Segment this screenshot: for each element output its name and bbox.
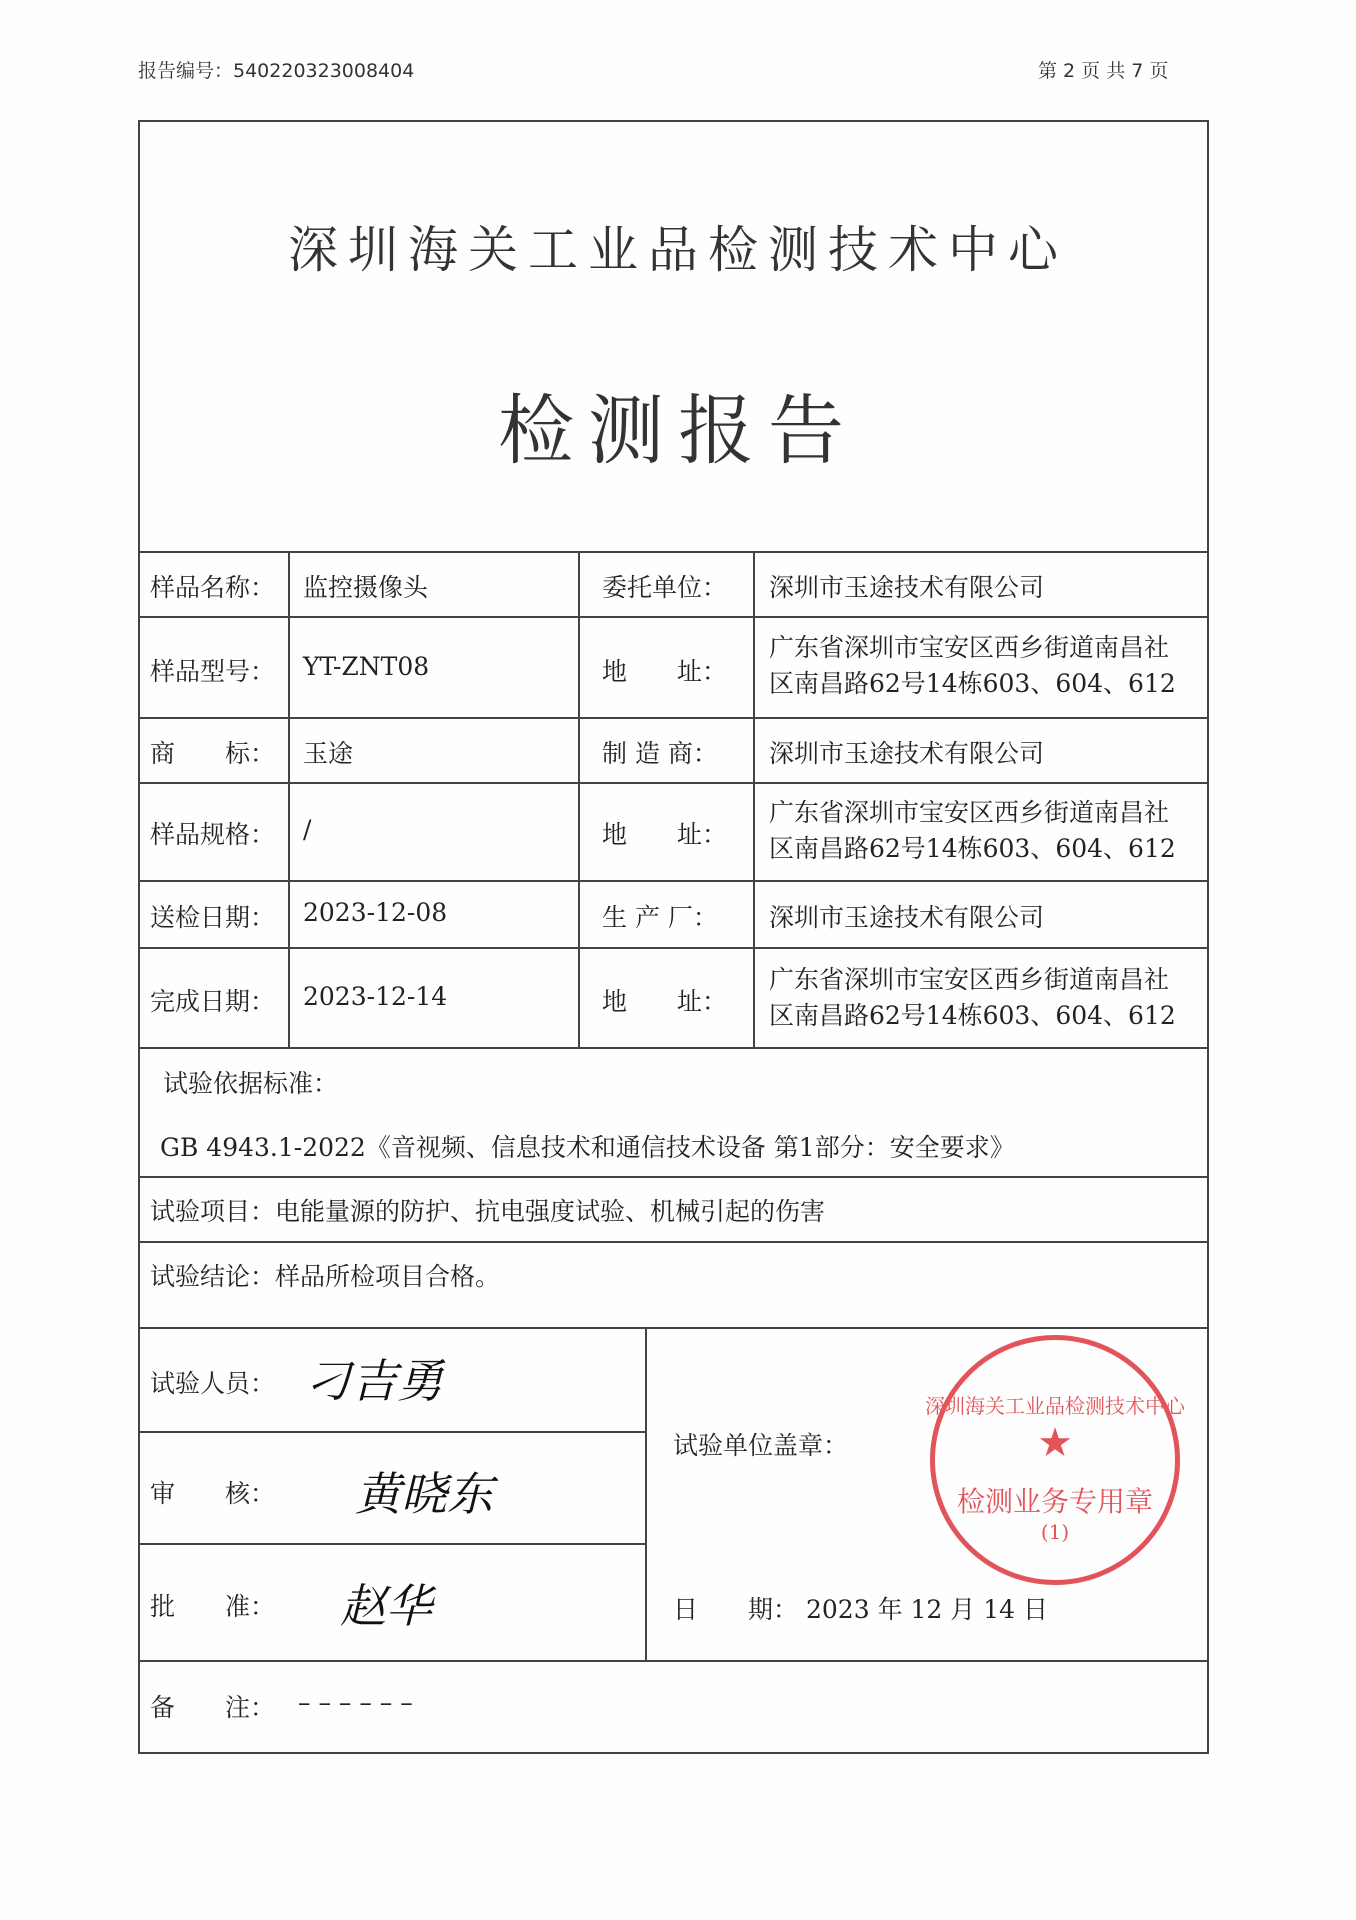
reviewer-label: 审 核： (150, 1479, 276, 1508)
divider (138, 1660, 1209, 1662)
seal-center-text: 检测业务专用章 (956, 1485, 1153, 1518)
value-trademark: 玉途 (303, 739, 354, 768)
address-line: 区南昌路62号14栋603、604、612 (769, 669, 1176, 698)
standard-label: 试验依据标准： (163, 1069, 339, 1098)
value-complete-date: 2023-12-14 (303, 982, 448, 1011)
test-items: 试验项目：电能量源的防护、抗电强度试验、机械引起的伤害 (150, 1197, 826, 1226)
value-model: YT-ZNT08 (303, 652, 430, 681)
divider (578, 551, 580, 1047)
date-value: 2023 年 12 月 14 日 (806, 1595, 1048, 1624)
divider (138, 880, 1209, 882)
divider (138, 947, 1209, 949)
label-complete-date: 完成日期： (150, 987, 276, 1016)
address-line: 区南昌路62号14栋603、604、612 (769, 1001, 1176, 1030)
label-model: 样品型号： (150, 657, 276, 686)
value-factory-address (769, 962, 1176, 1034)
label-submit-date: 送检日期： (150, 903, 276, 932)
label-factory: 生 产 厂： (602, 903, 718, 932)
label-trademark: 商 标： (150, 739, 276, 768)
approver-label: 批 准： (150, 1592, 276, 1621)
divider (288, 551, 290, 1047)
label-client-address: 地 址： (602, 657, 728, 686)
value-client-address (769, 630, 1176, 702)
value-manufacturer: 深圳市玉途技术有限公司 (769, 739, 1045, 768)
address-line: 广东省深圳市宝安区西乡街道南昌社 (769, 798, 1170, 827)
reviewer-signature: 黄晓东 (355, 1467, 493, 1521)
label-manufacturer-address: 地 址： (602, 820, 728, 849)
value-client: 深圳市玉途技术有限公司 (769, 573, 1045, 602)
report-number: 报告编号：540220323008404 (138, 60, 415, 82)
page-number: 第 2 页 共 7 页 (1038, 60, 1169, 82)
test-conclusion: 试验结论：样品所检项目合格。 (150, 1262, 501, 1291)
value-factory: 深圳市玉途技术有限公司 (769, 903, 1045, 932)
divider (138, 717, 1209, 719)
organization-title: 深圳海关工业品检测技术中心 (288, 221, 1068, 279)
official-seal (925, 1335, 1185, 1585)
star-icon: ★ (1037, 1420, 1073, 1466)
approver-signature: 赵华 (340, 1579, 432, 1633)
divider (138, 1241, 1209, 1243)
label-client: 委托单位： (602, 573, 728, 602)
value-manufacturer-address (769, 795, 1176, 867)
date-label: 日 期： (673, 1595, 799, 1624)
divider (753, 551, 755, 1047)
value-submit-date: 2023-12-08 (303, 898, 448, 927)
seal-sub-text: (1) (1040, 1520, 1070, 1544)
seal-label: 试验单位盖章： (673, 1431, 849, 1460)
address-line: 广东省深圳市宝安区西乡街道南昌社 (769, 965, 1170, 994)
divider (645, 1327, 647, 1660)
tester-signature: 刁吉勇 (305, 1354, 443, 1408)
standard-value: GB 4943.1-2022《音视频、信息技术和通信技术设备 第1部分：安全要求》 (160, 1133, 1015, 1162)
remark-label: 备 注： (150, 1693, 276, 1722)
value-sample-name: 监控摄像头 (303, 573, 429, 602)
divider (138, 616, 1209, 618)
divider (138, 1543, 646, 1545)
remark-value: – – – – – – (298, 1688, 413, 1717)
divider (138, 1047, 1209, 1049)
document-title: 检测报告 (498, 386, 858, 475)
label-sample-name: 样品名称： (150, 573, 276, 602)
seal-ring-text: 深圳海关工业品检测技术中心 (925, 1394, 1185, 1418)
divider (138, 1431, 646, 1433)
divider (138, 1176, 1209, 1178)
divider (138, 551, 1209, 553)
address-line: 区南昌路62号14栋603、604、612 (769, 834, 1176, 863)
tester-label: 试验人员： (150, 1369, 276, 1398)
label-spec: 样品规格： (150, 820, 276, 849)
value-spec: / (303, 815, 312, 844)
address-line: 广东省深圳市宝安区西乡街道南昌社 (769, 633, 1170, 662)
divider (138, 782, 1209, 784)
label-factory-address: 地 址： (602, 987, 728, 1016)
divider (138, 1327, 1209, 1329)
label-manufacturer: 制 造 商： (602, 739, 718, 768)
